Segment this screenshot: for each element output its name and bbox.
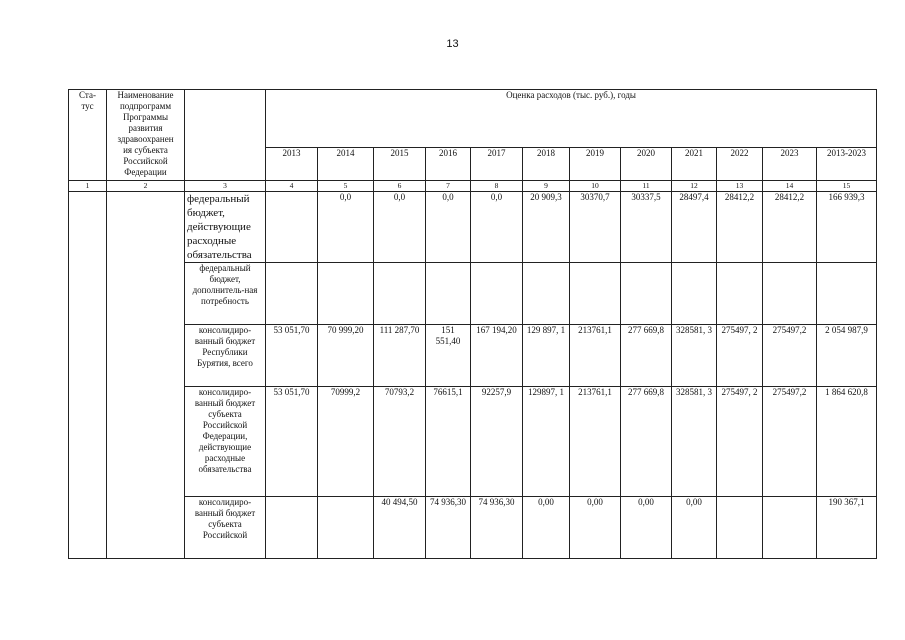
value-cell: 28412,2 <box>717 192 763 263</box>
table-row <box>69 497 877 559</box>
value-cell: 328581, 3 <box>672 325 717 387</box>
funding-source-cell: федеральный бюджет, дополнитель-ная потребность <box>185 263 266 325</box>
page-number: 13 <box>446 38 459 50</box>
year-header: 2022 <box>717 148 763 181</box>
year-header: 2017 <box>471 148 523 181</box>
year-header: 2013-2023 <box>817 148 877 181</box>
year-header: 2021 <box>672 148 717 181</box>
program-name-header: Наименование подпрограмм Программы развития здравоохранен ия субъекта Российской Федерации <box>107 90 185 181</box>
value-cell <box>763 497 817 559</box>
value-cell: 0,00 <box>621 497 672 559</box>
value-cell: 53 051,70 <box>266 325 318 387</box>
value-cell: 53 051,70 <box>266 387 318 497</box>
value-cell: 2 054 987,9 <box>817 325 877 387</box>
column-index: 14 <box>763 181 817 192</box>
year-header: 2018 <box>523 148 570 181</box>
program-name-cell <box>107 192 185 559</box>
value-cell: 76615,1 <box>426 387 471 497</box>
value-cell: 190 367,1 <box>817 497 877 559</box>
value-cell: 70 999,20 <box>318 325 374 387</box>
column-index: 12 <box>672 181 717 192</box>
cost-estimate-header: Оценка расходов (тыс. руб.), годы <box>266 90 877 148</box>
table-row <box>69 387 877 497</box>
column-index: 2 <box>107 181 185 192</box>
value-cell <box>374 263 426 325</box>
source-header <box>185 90 266 181</box>
value-cell: 28412,2 <box>763 192 817 263</box>
value-cell: 328581, 3 <box>672 387 717 497</box>
value-cell: 40 494,50 <box>374 497 426 559</box>
column-index: 9 <box>523 181 570 192</box>
value-cell: 1 864 620,8 <box>817 387 877 497</box>
column-index: 1 <box>69 181 107 192</box>
funding-source-cell: консолидиро-ванный бюджет субъекта Российской <box>185 497 266 559</box>
column-index: 5 <box>318 181 374 192</box>
value-cell: 275497, 2 <box>717 387 763 497</box>
value-cell: 74 936,30 <box>426 497 471 559</box>
status-header: Ста- тус <box>69 90 107 181</box>
value-cell: 0,0 <box>318 192 374 263</box>
value-cell: 275497,2 <box>763 325 817 387</box>
value-cell <box>426 263 471 325</box>
header-row-top <box>69 90 877 148</box>
value-cell <box>817 263 877 325</box>
value-cell: 275497,2 <box>763 387 817 497</box>
year-header: 2013 <box>266 148 318 181</box>
table-row <box>69 325 877 387</box>
year-header: 2014 <box>318 148 374 181</box>
value-cell: 151 551,40 <box>426 325 471 387</box>
column-index: 11 <box>621 181 672 192</box>
value-cell: 0,00 <box>523 497 570 559</box>
year-header: 2015 <box>374 148 426 181</box>
year-header: 2019 <box>570 148 621 181</box>
value-cell: 0,00 <box>570 497 621 559</box>
value-cell <box>318 497 374 559</box>
value-cell: 30337,5 <box>621 192 672 263</box>
year-header: 2023 <box>763 148 817 181</box>
value-cell: 0,0 <box>471 192 523 263</box>
value-cell: 28497,4 <box>672 192 717 263</box>
value-cell: 213761,1 <box>570 325 621 387</box>
budget-table <box>68 89 877 559</box>
value-cell: 129 897, 1 <box>523 325 570 387</box>
funding-source-cell: консолидиро-ванный бюджет субъекта Российской Федерации, действующие расходные обязательства <box>185 387 266 497</box>
column-index: 8 <box>471 181 523 192</box>
value-cell: 111 287,70 <box>374 325 426 387</box>
value-cell <box>471 263 523 325</box>
value-cell: 277 669,8 <box>621 325 672 387</box>
column-index: 7 <box>426 181 471 192</box>
value-cell: 0,0 <box>374 192 426 263</box>
column-index: 6 <box>374 181 426 192</box>
column-index: 13 <box>717 181 763 192</box>
value-cell <box>570 263 621 325</box>
value-cell: 0,00 <box>672 497 717 559</box>
value-cell: 70999,2 <box>318 387 374 497</box>
value-cell: 166 939,3 <box>817 192 877 263</box>
value-cell: 129897, 1 <box>523 387 570 497</box>
value-cell: 20 909,3 <box>523 192 570 263</box>
funding-source-cell: федеральный бюджет, действующие расходные обязательства <box>185 192 266 263</box>
value-cell <box>621 263 672 325</box>
column-index: 10 <box>570 181 621 192</box>
year-header: 2020 <box>621 148 672 181</box>
funding-source-cell: консолидиро-ванный бюджет Республики Бурятия, всего <box>185 325 266 387</box>
value-cell: 74 936,30 <box>471 497 523 559</box>
value-cell: 167 194,20 <box>471 325 523 387</box>
value-cell: 70793,2 <box>374 387 426 497</box>
value-cell: 92257,9 <box>471 387 523 497</box>
value-cell <box>763 263 817 325</box>
value-cell <box>717 263 763 325</box>
value-cell: 0,0 <box>426 192 471 263</box>
value-cell: 275497, 2 <box>717 325 763 387</box>
column-index: 3 <box>185 181 266 192</box>
year-header: 2016 <box>426 148 471 181</box>
table-row <box>69 192 877 263</box>
column-index: 4 <box>266 181 318 192</box>
value-cell: 213761,1 <box>570 387 621 497</box>
table-row <box>69 263 877 325</box>
value-cell <box>318 263 374 325</box>
value-cell <box>266 497 318 559</box>
column-index-row <box>69 181 877 192</box>
value-cell: 30370,7 <box>570 192 621 263</box>
value-cell <box>266 263 318 325</box>
value-cell <box>523 263 570 325</box>
column-index: 15 <box>817 181 877 192</box>
status-cell <box>69 192 107 559</box>
value-cell: 277 669,8 <box>621 387 672 497</box>
value-cell <box>672 263 717 325</box>
value-cell <box>717 497 763 559</box>
value-cell <box>266 192 318 263</box>
